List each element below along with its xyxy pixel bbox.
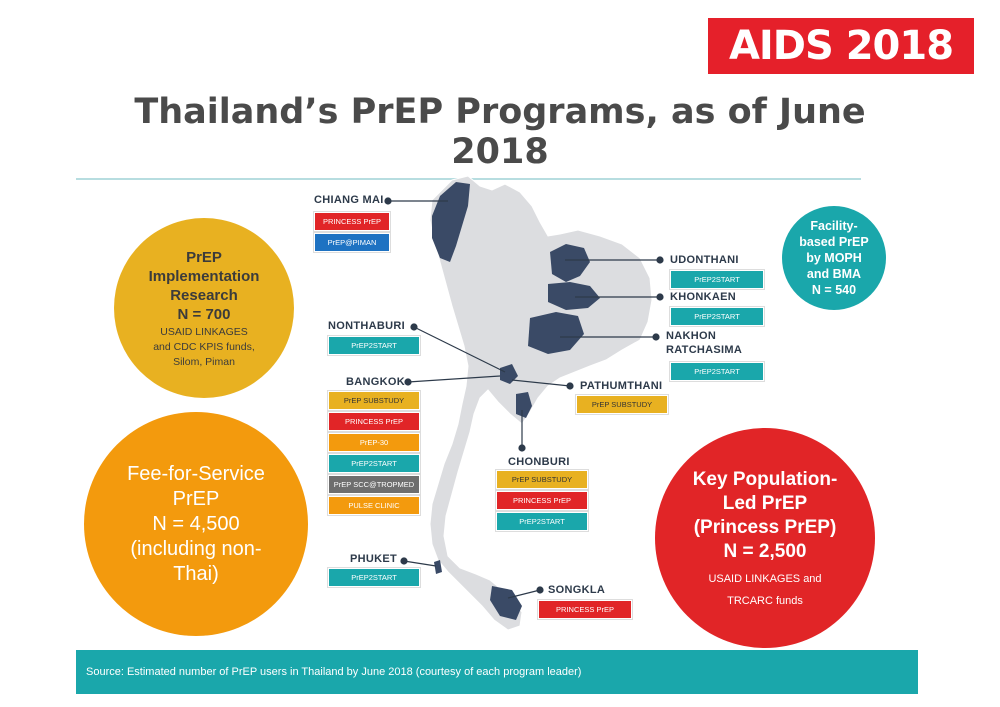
city-khonkaen: KHONKAEN — [670, 291, 736, 303]
research-count: N = 700 — [177, 305, 231, 323]
city-chiangmai: CHIANG MAI — [314, 194, 384, 206]
tag-bangkok-prep2start: PrEP2START — [328, 454, 420, 473]
tag-pathumthani-substudy: PrEP SUBSTUDY — [576, 395, 668, 414]
tag-chonburi-prep2start: PrEP2START — [496, 512, 588, 531]
city-bangkok: BANGKOK — [346, 376, 405, 388]
facility-line-4: and BMA — [806, 267, 862, 281]
research-line-2: Implementation — [148, 267, 260, 285]
city-chonburi: CHONBURI — [508, 456, 570, 468]
city-nakhon-line2: RATCHASIMA — [666, 344, 743, 356]
tag-chiangmai-princess: PRINCESS PrEP — [314, 212, 390, 231]
fee-line-1: Fee-for-Service — [127, 462, 265, 485]
tag-chonburi-substudy: PrEP SUBSTUDY — [496, 470, 588, 489]
city-phuket: PHUKET — [350, 553, 398, 565]
page-title: Thailand’s PrEP Programs, as of June 2018 — [134, 92, 866, 172]
fee-count: N = 4,500 — [152, 512, 240, 535]
key-line-1: Key Population- — [692, 469, 838, 490]
tag-phuket-prep2start: PrEP2START — [328, 568, 420, 587]
source-footer: Source: Estimated number of PrEP users in Thailand by June 2018 (courtesy of each program leader) — [76, 650, 918, 694]
tag-nonthaburi-prep2start: PrEP2START — [328, 336, 420, 355]
facility-count: N = 540 — [811, 283, 857, 297]
aids-2018-badge: AIDS 2018 — [708, 18, 974, 74]
tag-udonthani-prep2start: PrEP2START — [670, 270, 764, 289]
key-funding-1: USAID LINKAGES and — [708, 573, 822, 585]
facility-line-2: based PrEP — [799, 235, 869, 249]
city-nonthaburi: NONTHABURI — [328, 320, 405, 332]
implementation-research-circle — [114, 218, 294, 398]
research-funding-3: Silom, Piman — [173, 355, 235, 368]
tag-nakhon-prep2start: PrEP2START — [670, 362, 764, 381]
research-line-3: Research — [170, 286, 238, 304]
tag-bangkok-prep30: PrEP-30 — [328, 433, 420, 452]
tag-songkla-princess: PRINCESS PrEP — [538, 600, 632, 619]
tag-chonburi-princess: PRINCESS PrEP — [496, 491, 588, 510]
key-population-circle — [655, 428, 875, 648]
fee-for-service-circle — [84, 412, 308, 636]
tag-bangkok-substudy: PrEP SUBSTUDY — [328, 391, 420, 410]
key-funding-2: TRCARC funds — [727, 595, 803, 607]
key-count: N = 2,500 — [723, 541, 807, 562]
facility-line-3: by MOPH — [806, 251, 862, 265]
facility-based-circle — [782, 206, 886, 310]
key-line-3: (Princess PrEP) — [693, 517, 837, 538]
city-udonthani: UDONTHANI — [670, 254, 739, 266]
city-nakhon-line1: NAKHON — [666, 330, 717, 342]
tag-bangkok-tropmed: PrEP SCC@TROPMED — [328, 475, 420, 494]
research-funding-1: USAID LINKAGES — [160, 325, 248, 338]
research-funding-2: and CDC KPIS funds, — [153, 340, 255, 353]
tag-chiangmai-piman: PrEP@PIMAN — [314, 233, 390, 252]
tag-bangkok-pulse: PULSE CLINIC — [328, 496, 420, 515]
tag-khonkaen-prep2start: PrEP2START — [670, 307, 764, 326]
tag-bangkok-princess: PRINCESS PrEP — [328, 412, 420, 431]
city-pathumthani: PATHUMTHANI — [580, 380, 663, 392]
fee-line-5: Thai) — [173, 562, 219, 585]
research-line-1: PrEP — [186, 248, 222, 266]
facility-line-1: Facility- — [810, 219, 858, 233]
fee-line-4: (including non- — [130, 537, 262, 560]
key-line-2: Led PrEP — [722, 493, 808, 514]
city-songkla: SONGKLA — [548, 584, 606, 596]
fee-line-2: PrEP — [172, 487, 220, 510]
